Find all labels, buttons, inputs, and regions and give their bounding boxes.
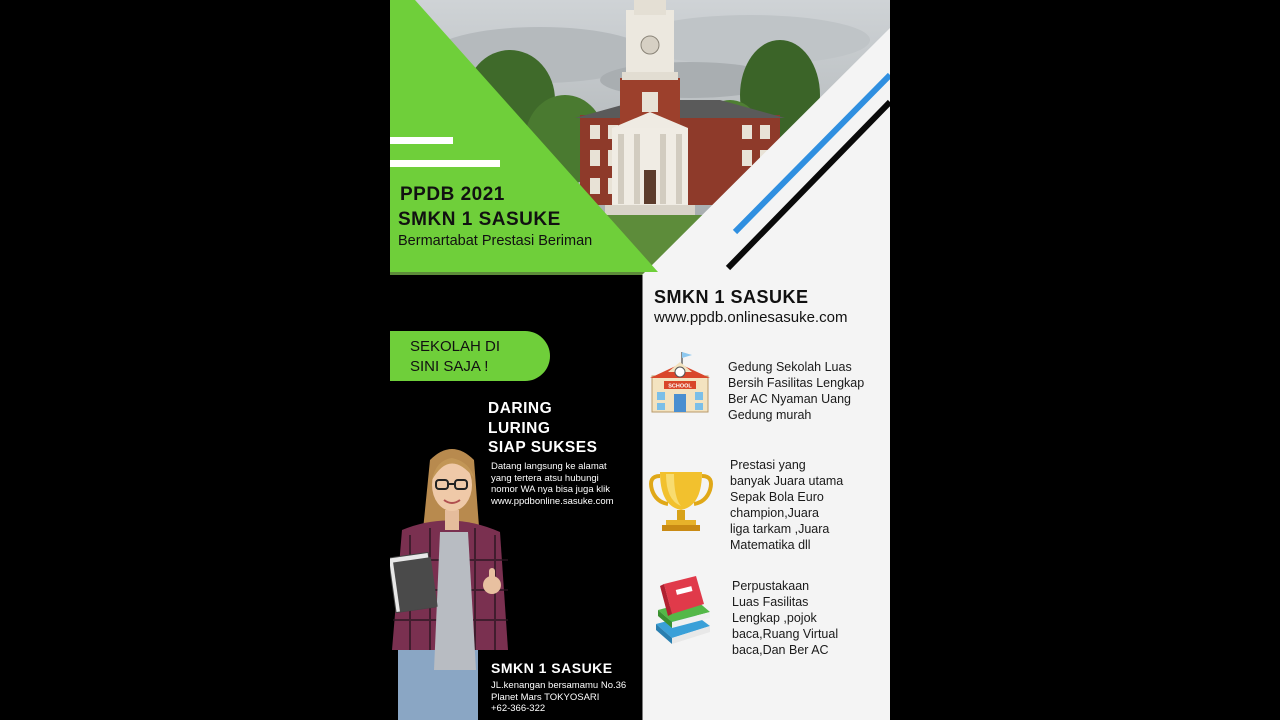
mode-luring: LURING — [488, 419, 551, 437]
trophy-icon — [648, 470, 714, 532]
instruction-line-4[interactable]: www.ppdbonline.sasuke.com — [491, 495, 614, 507]
school-icon-label: SCHOOL — [668, 383, 692, 390]
feature-building-line: Bersih Fasilitas Lengkap — [728, 376, 865, 390]
mode-daring: DARING — [488, 400, 553, 417]
right-header — [654, 287, 886, 326]
website-link[interactable]: www.ppdb.onlinesasuke.com — [654, 309, 848, 326]
feature-library-text — [732, 578, 882, 658]
white-bar-2 — [390, 160, 500, 167]
feature-library-line: Luas Fasilitas — [732, 595, 809, 609]
footer-school: SMKN 1 SASUKE — [491, 660, 613, 676]
headline-tagline: Bermartabat Prestasi Beriman — [398, 233, 593, 249]
feature-trophy-line: banyak Juara utama — [730, 474, 844, 488]
instruction-line-3: nomor WA nya bisa juga klik — [491, 484, 610, 495]
poster — [390, 0, 890, 720]
footer-address-2: Planet Mars TOKYOSARI — [491, 691, 600, 703]
cta-line2: SINI SAJA ! — [410, 358, 489, 375]
feature-building-line: Gedung Sekolah Luas — [728, 360, 852, 374]
right-header-school: SMKN 1 SASUKE — [654, 287, 809, 307]
cta-line1: SEKOLAH DI — [410, 338, 501, 355]
feature-trophy-line: Sepak Bola Euro — [730, 490, 824, 504]
headline — [398, 184, 648, 249]
feature-library-line: baca,Ruang Virtual — [732, 627, 839, 641]
footer-address-1: JL.kenangan bersamamu No.36 — [491, 680, 627, 691]
feature-trophy-line: Matematika dll — [730, 538, 811, 552]
feature-library-line: Lengkap ,pojok — [732, 611, 817, 625]
instruction-line-2: yang tertera atsu hubungi — [491, 472, 599, 484]
feature-trophy-text — [730, 457, 880, 553]
headline-ppdb: PPDB 2021 — [400, 184, 505, 205]
feature-building-line: Gedung murah — [728, 408, 812, 422]
mode-siap-sukses: SIAP SUKSES — [488, 439, 598, 456]
feature-trophy-line: champion,Juara — [730, 506, 819, 520]
white-bar-1 — [390, 137, 453, 144]
feature-trophy-line: Prestasi yang — [730, 458, 806, 472]
footer-phone: +62-366-322 — [491, 703, 546, 714]
headline-school: SMKN 1 SASUKE — [398, 209, 561, 230]
footer — [491, 660, 641, 715]
feature-library-line: Perpustakaan — [732, 579, 810, 593]
feature-building-line: Ber AC Nyaman Uang — [728, 392, 851, 406]
feature-trophy-line: liga tarkam ,Juara — [730, 522, 830, 536]
school-building-icon — [648, 350, 712, 414]
feature-building-text — [728, 359, 888, 423]
instruction-line-1: Datang langsung ke alamat — [491, 461, 607, 472]
cta-pill[interactable] — [390, 331, 550, 381]
books-icon — [652, 574, 714, 646]
feature-library-line: baca,Dan Ber AC — [732, 643, 829, 657]
